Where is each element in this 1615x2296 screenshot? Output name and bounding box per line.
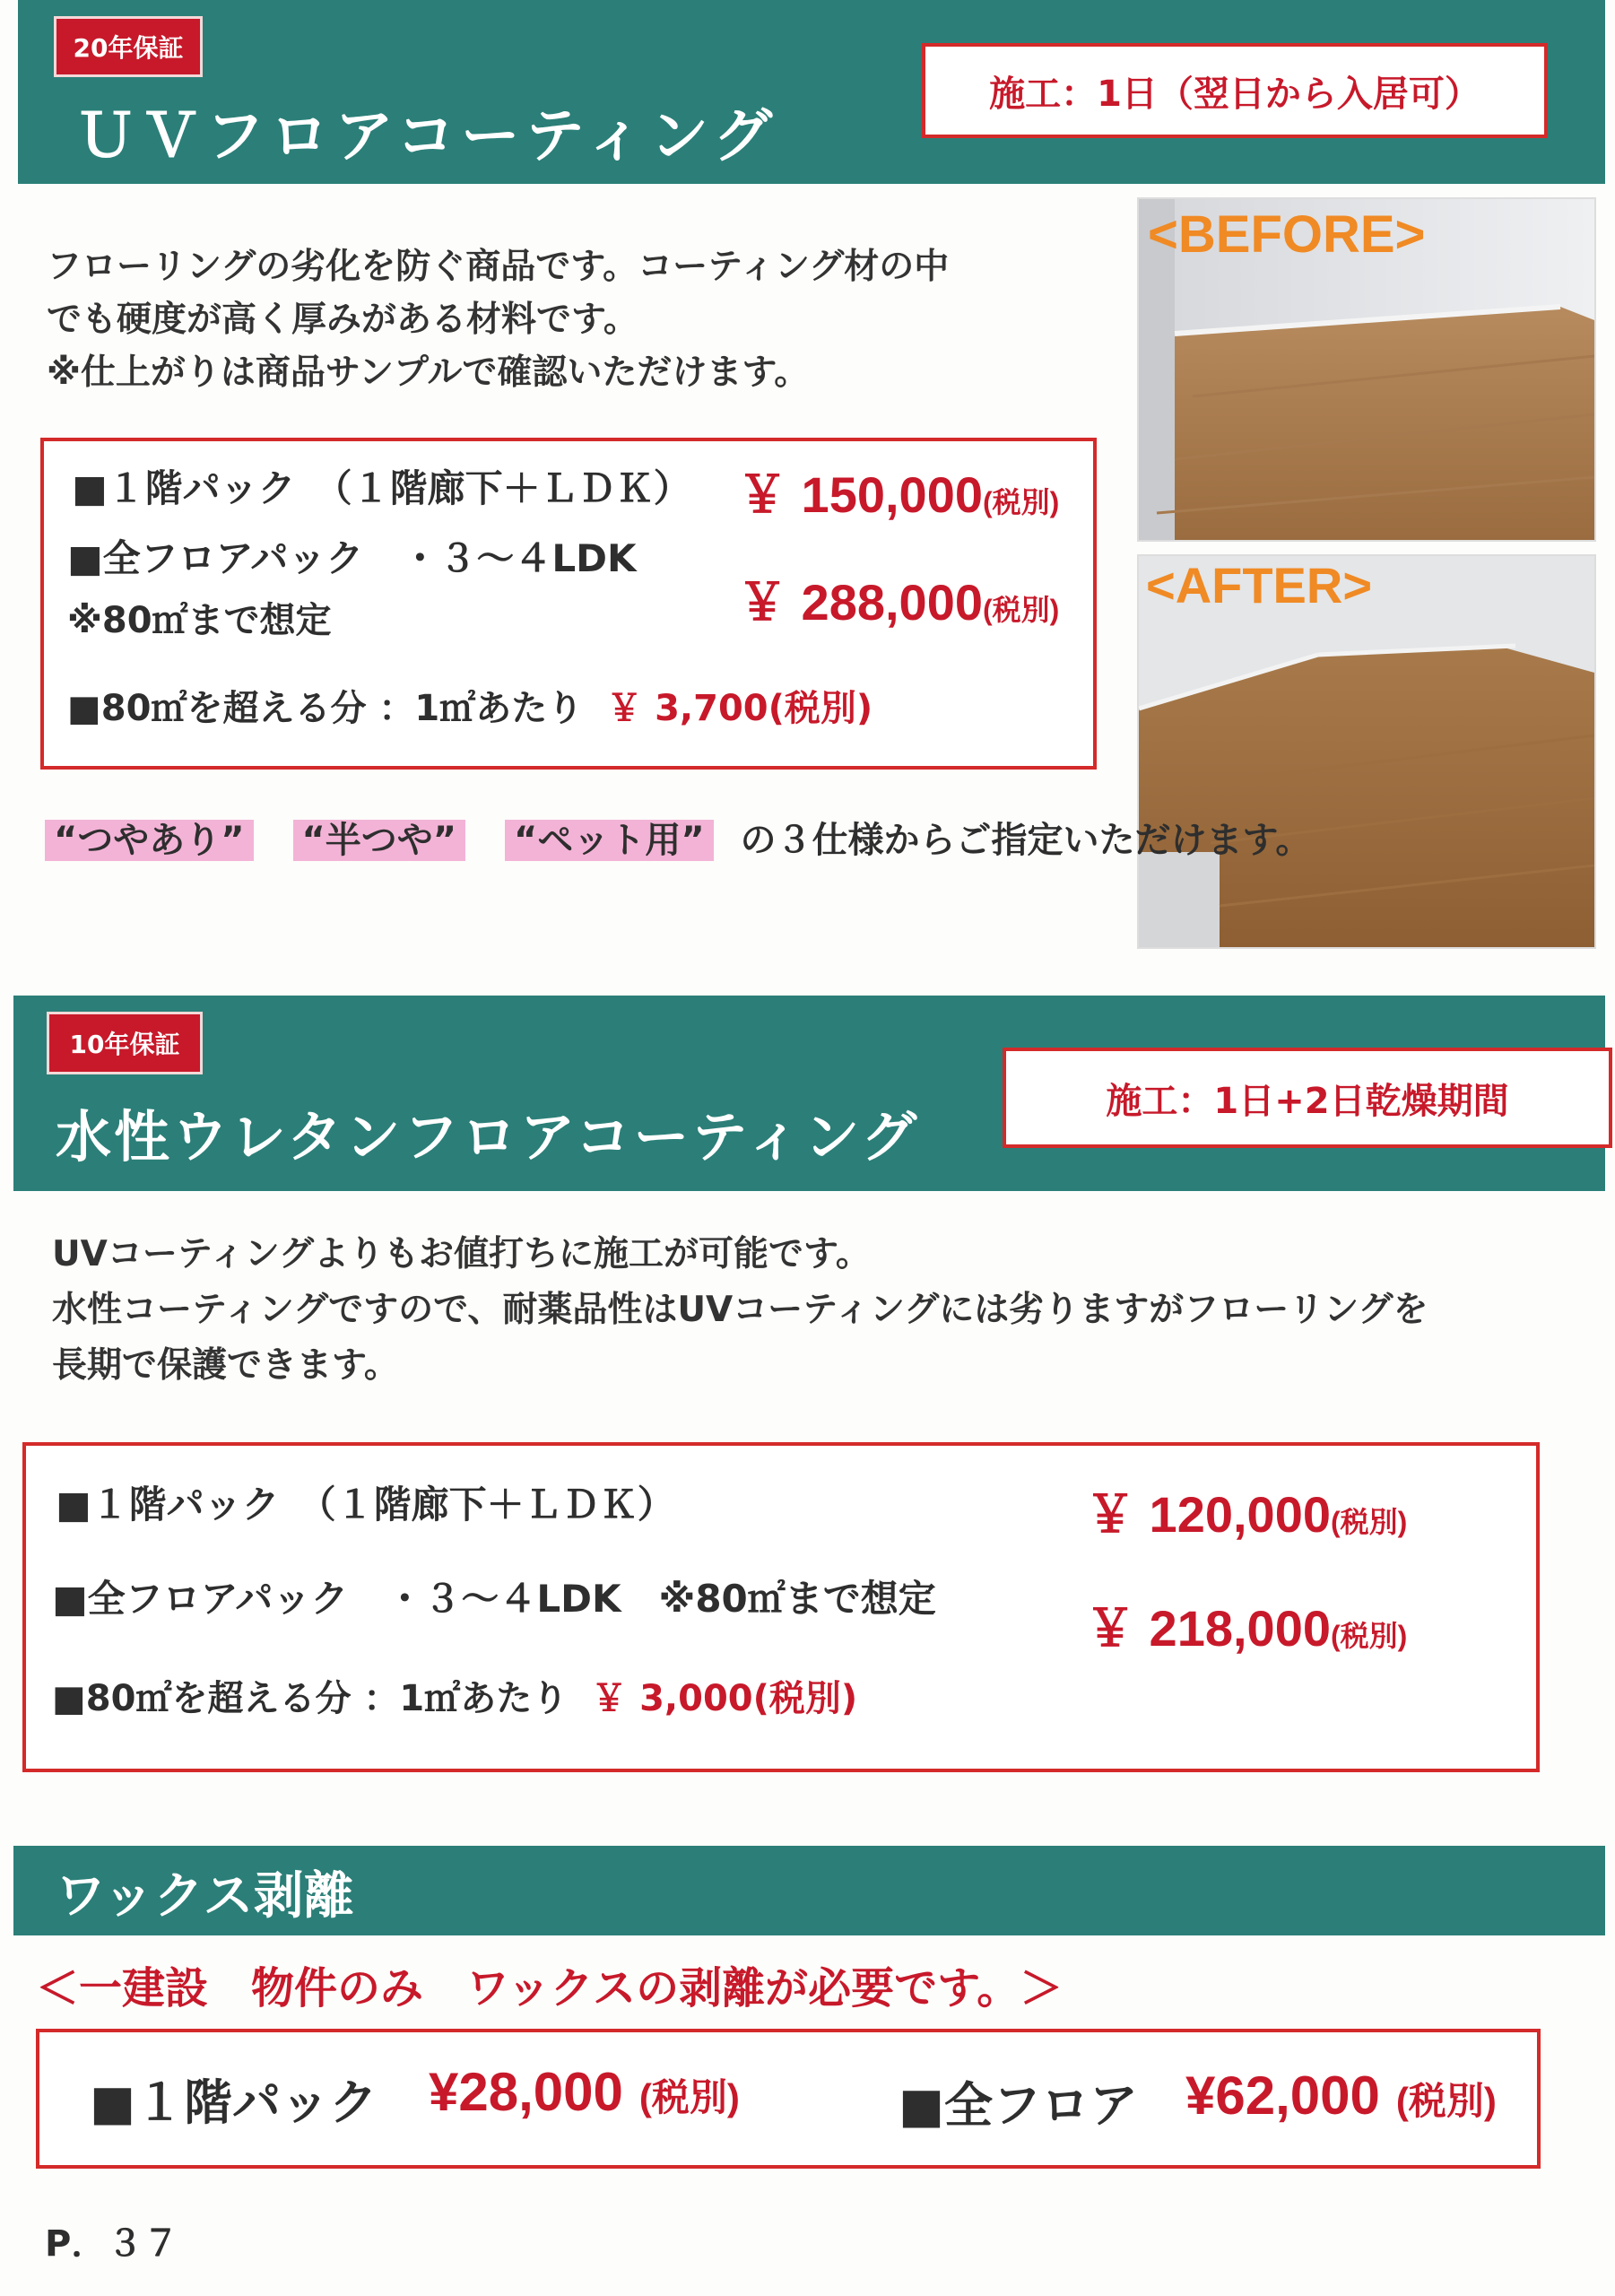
water-full-label: ■全フロアパック ・３～４LDK ※80㎡まで想定	[52, 1577, 936, 1621]
water-desc-line-1: UVコーティングよりもお値打ちに施工が可能です。	[52, 1234, 871, 1274]
uv-full-price-value: ￥ 288,000	[737, 574, 983, 631]
uv-desc-line-2: でも硬度が高く厚みがある材料です。	[47, 300, 638, 340]
uv-desc-line-1: フローリングの劣化を防ぐ商品です。コーティング材の中	[47, 247, 950, 287]
wax-pack1-price	[429, 2061, 740, 2123]
water-over-row	[52, 1670, 857, 1721]
wax-full-price	[1185, 2065, 1497, 2126]
uv-full-tax: (税別)	[982, 594, 1060, 626]
spec-semi-gloss: “半つや”	[293, 820, 466, 861]
water-desc-line-2: 水性コーティングですので、耐薬品性はUVコーティングには劣りますがフローリングを	[52, 1290, 1428, 1330]
uv-pack1-price	[737, 456, 1059, 527]
water-pack1-price-value: ￥ 120,000	[1085, 1486, 1331, 1543]
water-over-label: ■80㎡を超える分 ：1㎡あたり	[52, 1678, 569, 1719]
uv-warranty-badge: 20年保証	[54, 16, 203, 77]
uv-over-row	[67, 680, 873, 731]
water-full-price	[1085, 1589, 1407, 1661]
water-full-price-value: ￥ 218,000	[1085, 1600, 1331, 1657]
wax-full-price-value: ¥62,000	[1185, 2066, 1380, 2126]
uv-section-title: ＵＶフロアコーティング	[76, 101, 778, 170]
uv-pack1-price-value: ￥ 150,000	[737, 466, 983, 523]
wax-pack1-price-value: ¥28,000	[429, 2062, 623, 2122]
uv-desc-line-3: ※仕上がりは商品サンプルで確認いただけます。	[47, 352, 810, 393]
wax-section-title: ワックス剥離	[56, 1867, 354, 1926]
page-number: P．３７	[45, 2223, 179, 2265]
water-pack1-price	[1085, 1475, 1407, 1547]
wax-notice: ＜一建設 物件のみ ワックスの剥離が必要です。＞	[36, 1963, 1064, 2013]
uv-full-price	[737, 563, 1059, 635]
spec-suffix: の３仕様からご指定いただけます。	[740, 820, 1312, 861]
spec-pet: “ペット用”	[505, 820, 714, 861]
uv-description	[47, 240, 949, 399]
wax-pack1-tax: (税別)	[638, 2076, 740, 2118]
water-full-tax: (税別)	[1330, 1620, 1408, 1652]
uv-pack1-label: ■１階パック （１階廊下＋ＬＤＫ）	[72, 466, 691, 510]
wax-pack1-label: ■１階パック	[90, 2074, 378, 2131]
water-section-title: 水性ウレタンフロアコーティング	[56, 1104, 920, 1170]
water-pack1-label: ■１階パック （１階廊下＋ＬＤＫ）	[56, 1483, 675, 1526]
uv-construction-period: 施工：1日（翌日から入居可）	[922, 43, 1548, 138]
water-construction-period: 施工：1日+2日乾燥期間	[1003, 1048, 1612, 1148]
uv-spec-row	[45, 812, 1311, 863]
wax-full-label: ■全フロア	[899, 2077, 1139, 2134]
before-label: <BEFORE>	[1148, 205, 1426, 264]
after-label: <AFTER>	[1146, 557, 1373, 613]
uv-full-note: ※80㎡まで想定	[67, 600, 332, 641]
water-warranty-badge: 10年保証	[47, 1012, 203, 1074]
after-room-image	[1139, 556, 1594, 947]
water-description	[52, 1227, 1428, 1394]
water-desc-line-3: 長期で保護できます。	[52, 1345, 399, 1386]
spec-glossy: “つやあり”	[45, 820, 254, 861]
uv-over-price: ￥ 3,700(税別)	[606, 688, 873, 729]
water-over-price: ￥ 3,000(税別)	[591, 1678, 858, 1719]
uv-pack1-tax: (税別)	[982, 486, 1060, 518]
wax-full-tax: (税別)	[1395, 2080, 1497, 2122]
uv-over-label: ■80㎡を超える分 ：1㎡あたり	[67, 688, 584, 729]
uv-full-label: ■全フロアパック ・３～４LDK	[67, 536, 637, 580]
water-pack1-tax: (税別)	[1330, 1506, 1408, 1538]
